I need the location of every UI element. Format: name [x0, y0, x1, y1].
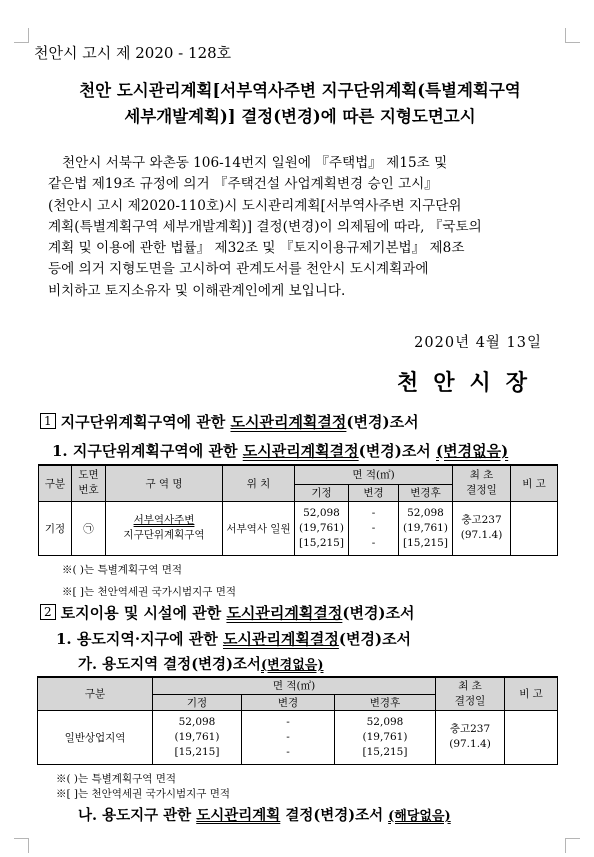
header-remarks: 비 고 [511, 465, 558, 501]
note-pilot-district: ※[ ]는 천안역세권 국가시범지구 면적 [62, 586, 237, 598]
header-location: 위 치 [223, 465, 295, 501]
crop-mark-top-right [565, 28, 580, 43]
body-line: 등에 의거 지형도면을 고시하여 관계도서를 천안시 도시계획과에 [48, 261, 429, 278]
header-gubun: 구분 [39, 465, 72, 501]
note-special-area-2: ※( )는 특별계획구역 면적 [56, 773, 176, 785]
title-line-2: 세부개발계획)] 결정(변경)에 따른 지형도면고시 [124, 107, 476, 126]
title-line-1: 천안 도시관리계획[서부역사주변 지구단위계획(특별계획구역 [79, 81, 521, 100]
crop-mark-bottom-right [565, 838, 580, 853]
body-line: 같은법 제19조 규정에 의거 『주택건설 사업계획변경 승인 고시』 [48, 176, 438, 193]
zoning-table [37, 676, 558, 765]
body-line: 비치하고 토지소유자 및 이해관계인에게 보입니다. [48, 282, 346, 299]
body-line: 천안시 서북구 와촌동 106-14번지 일원에 『주택법』 제15조 및 [62, 155, 448, 171]
section-2-number: 2 [40, 604, 56, 620]
body-line: 계획(특별계획구역 세부개발계획)] 결정(변경)이 의제됨에 따라, 『국토의 [48, 218, 482, 235]
cell-drawing-number: ㉠ [72, 501, 106, 555]
header-change: 변경 [349, 484, 399, 501]
cell-change: - - - [242, 710, 335, 764]
cell-remarks [505, 710, 558, 764]
table-row [39, 501, 558, 555]
header-area-size: 면 적(㎡) [295, 465, 453, 484]
cell-first-decision: 충고237 (97.1.4) [436, 710, 505, 764]
district-plan-table [38, 464, 558, 556]
cell-location: 서부역사 일원 [223, 501, 295, 555]
body-line: 계획 및 이용에 관한 법률』 제32조 및 『토지이용규제기본법』 제8조 [48, 240, 465, 257]
section-1-heading: 1 지구단위계획구역에 관한 도시관리계획결정(변경)조서 [40, 411, 419, 432]
cell-remarks [511, 501, 558, 555]
header-gubun: 구분 [38, 677, 153, 710]
section-2-subheading-3: 나. 용도지구 관한 도시관리계획 결정(변경)조서 (해당없음) [78, 807, 451, 824]
issuer-mayor: 천안시장 [396, 370, 542, 396]
section-1-number: 1 [40, 413, 56, 429]
note-special-area: ※( )는 특별계획구역 면적 [62, 564, 182, 576]
cell-first-decision: 충고237 (97.1.4) [453, 501, 511, 555]
header-area-name: 구 역 명 [106, 465, 223, 501]
notice-body [48, 153, 554, 302]
cell-existing: 52,098 (19,761) [15,215] [295, 501, 349, 555]
header-drawing-number: 도면 번호 [72, 465, 106, 501]
header-area-size: 면 적(㎡) [153, 677, 436, 694]
header-first-decision: 최 초 결정일 [453, 465, 511, 501]
header-change: 변경 [242, 694, 335, 710]
header-after-change: 변경후 [399, 484, 453, 501]
cell-gubun: 기정 [39, 501, 72, 555]
note-pilot-district-2: ※[ ]는 천안역세권 국가시범지구 면적 [56, 788, 231, 800]
cell-after-change: 52,098 (19,761) [15,215] [399, 501, 453, 555]
section-2-subheading-2: 가. 용도지역 결정(변경)조서(변경없음) [78, 656, 324, 673]
section-1-subheading: 1. 지구단위계획구역에 관한 도시관리계획결정(변경)조서 (변경없음) [52, 442, 509, 460]
table-row [38, 710, 558, 764]
crop-mark-bottom-left [14, 838, 29, 853]
header-existing: 기정 [153, 694, 242, 710]
header-remarks: 비 고 [505, 677, 558, 710]
header-first-decision: 최 초 결정일 [436, 677, 505, 710]
header-existing: 기정 [295, 484, 349, 501]
crop-mark-top-left [14, 28, 29, 43]
notice-date: 2020년 4월 13일 [414, 335, 542, 351]
cell-gubun: 일반상업지역 [38, 710, 153, 764]
body-line: (천안시 고시 제2020-110호)시 도시관리계획[서부역사주변 지구단위 [48, 197, 462, 214]
cell-after-change: 52,098 (19,761) [15,215] [335, 710, 436, 764]
cell-change: - - - [349, 501, 399, 555]
cell-area-name: 서부역사주변 지구단위계획구역 [106, 501, 223, 555]
header-after-change: 변경후 [335, 694, 436, 710]
notice-number: 천안시 고시 제 2020 - 128호 [34, 44, 232, 62]
cell-existing: 52,098 (19,761) [15,215] [153, 710, 242, 764]
section-2-subheading-1: 1. 용도지역·지구에 관한 도시관리계획결정(변경)조서 [56, 630, 412, 648]
section-2-heading: 2 토지이용 및 시설에 관한 도시관리계획결정(변경)조서 [40, 602, 415, 623]
